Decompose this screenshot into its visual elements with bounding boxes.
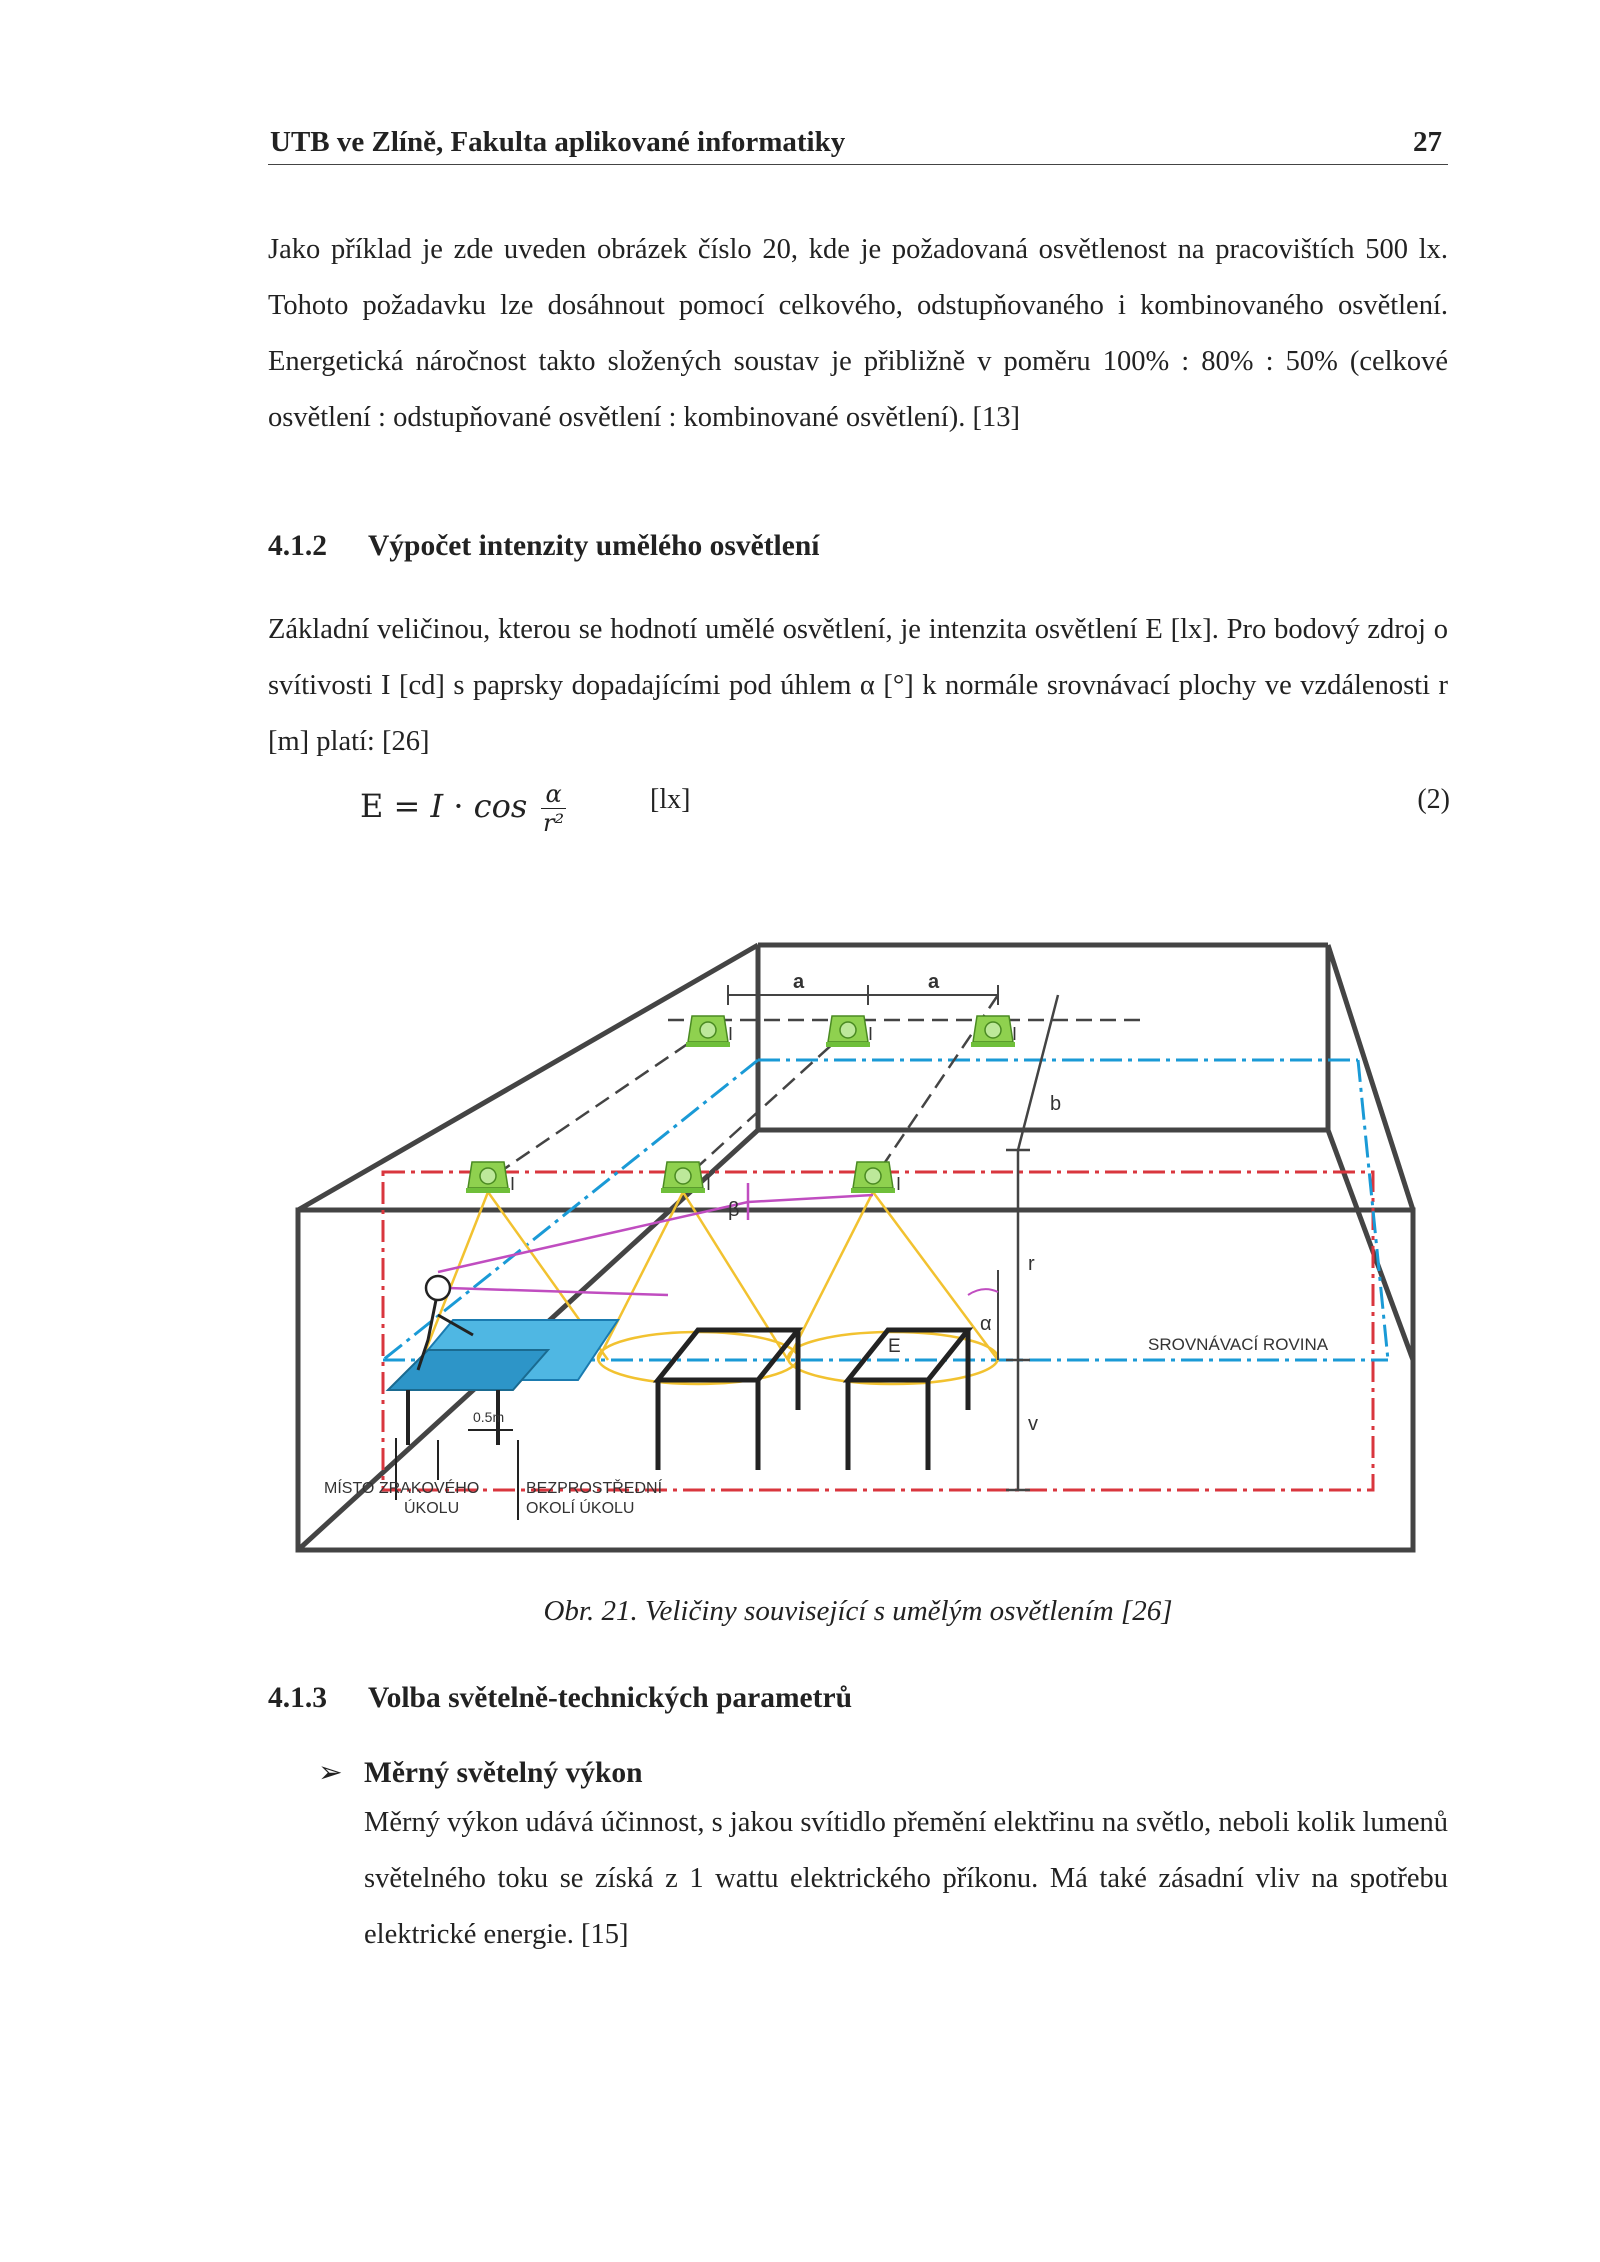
bullet-arrow-icon: ➢ <box>318 1757 343 1789</box>
label-task-line1: MÍSTO ZRAKOVÉHO <box>324 1480 480 1497</box>
dimension-r-v <box>1006 1150 1030 1490</box>
intro-paragraph: Jako příklad je zde uveden obrázek číslo 20, kde je požadovaná osvětlenost na pracovištích 500 lx. Tohoto požadavku lze dosáhnout pomocí celkového, odstupňovaného i kombinovaného osvětlení. Energetická náročnost takto složených soustav je přibližně v poměru 100% : 80% : 50% (celkové osvětlení : odstupňované osvětlení : kombinované osvětlení). [13] <box>268 234 1448 433</box>
bullet-paragraph: Měrný výkon udává účinnost, s jakou svítidlo přemění elektřinu na světlo, neboli kolik lumenů světelného toku se získá z 1 wattu elektrického příkonu. Má také zásadní vliv na spotřebu elektrické energie. [15] <box>364 1807 1448 1950</box>
section-4-1-2-paragraph: Základní veličinou, kterou se hodnotí umělé osvětlení, je intenzita osvětlení E [lx]. Pro bodový zdroj o svítivosti I [cd] s paprsky dopadajícími pod úhlem α [°] k normále srovnávací plochy ve vzdálenosti r [m] platí: [26] <box>268 614 1448 757</box>
equation-2 <box>360 770 1450 850</box>
equation-var-i: I <box>430 787 444 825</box>
label-r: r <box>1028 1253 1035 1275</box>
label-surround-line2: OKOLÍ ÚKOLU <box>526 1500 635 1517</box>
equation-fraction <box>541 780 565 837</box>
equation-func: cos <box>473 787 528 825</box>
page-header <box>268 120 1448 165</box>
label-beta: β <box>728 1199 740 1221</box>
label-a-2: a <box>928 971 940 993</box>
label-v: v <box>1028 1413 1038 1435</box>
work-desk <box>388 1276 618 1445</box>
label-i-back-1: I <box>728 1024 734 1044</box>
label-i-back-3: I <box>1012 1024 1018 1044</box>
label-surround-line1: BEZPROSTŘEDNÍ <box>526 1480 663 1497</box>
equation-dot: · <box>443 787 474 825</box>
equation-formula <box>360 780 566 837</box>
lighting-diagram <box>288 940 1428 1560</box>
equation-unit: [lx] <box>650 784 691 815</box>
label-b: b <box>1050 1093 1062 1115</box>
label-alpha: α <box>980 1313 992 1335</box>
section-number: 4.1.3 <box>268 1682 327 1714</box>
dimension-a <box>728 971 998 1005</box>
label-i-front-3: I <box>896 1174 902 1194</box>
section-number: 4.1.2 <box>268 530 327 562</box>
angle-alpha <box>968 1270 998 1360</box>
lighting-diagram-svg <box>288 940 1428 1560</box>
section-heading-4-1-3 <box>268 1682 852 1715</box>
figure-caption: Obr. 21. Veličiny související s umělým osvětlením [26] <box>543 1595 1173 1627</box>
label-i-back-2: I <box>868 1024 874 1044</box>
tables <box>658 1330 968 1470</box>
section-title: Výpočet intenzity umělého osvětlení <box>368 530 820 562</box>
label-a-1: a <box>793 971 805 993</box>
bullet-title: Měrný světelný výkon <box>364 1757 643 1789</box>
incidence-lines <box>438 1183 873 1295</box>
label-e: E <box>888 1336 901 1357</box>
bullet-heading <box>318 1755 643 1790</box>
label-i-front-1: I <box>510 1174 516 1194</box>
page-number: 27 <box>1413 126 1442 158</box>
section-heading-4-1-2 <box>268 530 819 563</box>
equation-numerator: α <box>541 780 565 809</box>
label-task-line2: ÚKOLU <box>404 1500 460 1517</box>
ceiling-line <box>488 995 1143 1180</box>
label-offset: 0.5m <box>473 1409 505 1425</box>
equation-denominator: r² <box>543 809 565 837</box>
equation-number: (2) <box>1417 784 1450 815</box>
dimension-b <box>1018 995 1061 1150</box>
label-comparison-plane: SROVNÁVACÍ ROVINA <box>1148 1335 1329 1354</box>
equation-lhs: E = <box>360 787 431 825</box>
section-title: Volba světelně-technických parametrů <box>368 1682 852 1714</box>
label-i-front-2: I <box>706 1174 712 1194</box>
header-title: UTB ve Zlíně, Fakulta aplikované informatiky <box>270 126 846 158</box>
